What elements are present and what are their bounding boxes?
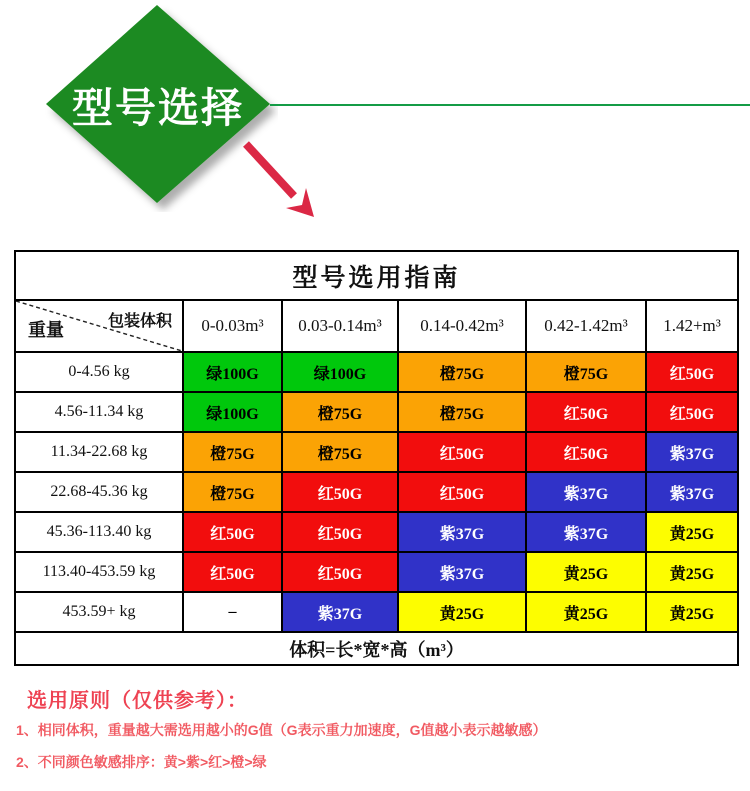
model-cell-red: 红50G xyxy=(282,512,398,552)
badge-label: 型号选择 xyxy=(72,84,244,131)
table-title: 型号选用指南 xyxy=(15,251,738,300)
model-cell-yellow: 黄25G xyxy=(646,552,738,592)
model-cell-green: 绿100G xyxy=(183,392,282,432)
model-cell-red: 红50G xyxy=(282,552,398,592)
weight-cell: 453.59+ kg xyxy=(15,592,183,632)
model-cell-green: 绿100G xyxy=(282,352,398,392)
model-cell-orange: 橙75G xyxy=(183,472,282,512)
model-cell-green: 绿100G xyxy=(183,352,282,392)
corner-cell xyxy=(15,300,183,352)
column-header-2: 0.14-0.42m³ xyxy=(398,300,526,352)
table-footer: 体积=长*宽*高（m³） xyxy=(15,632,738,665)
model-cell-red: 红50G xyxy=(398,432,526,472)
model-cell-orange: 橙75G xyxy=(282,392,398,432)
column-header-4: 1.42+m³ xyxy=(646,300,738,352)
table-row-2 xyxy=(15,432,738,472)
corner-label-weight: 重量 xyxy=(28,320,64,340)
model-cell-orange: 橙75G xyxy=(526,352,646,392)
model-cell-orange: 橙75G xyxy=(282,432,398,472)
model-cell-blue: 紫37G xyxy=(526,472,646,512)
model-cell-orange: 橙75G xyxy=(398,392,526,432)
model-cell-red: 红50G xyxy=(646,352,738,392)
model-cell-orange: 橙75G xyxy=(398,352,526,392)
column-header-3: 0.42-1.42m³ xyxy=(526,300,646,352)
model-cell-yellow: 黄25G xyxy=(646,512,738,552)
note-item-2: 2、不同颜色敏感排序：黄>紫>红>橙>绿 xyxy=(16,754,267,770)
weight-cell: 11.34-22.68 kg xyxy=(15,432,183,472)
weight-cell: 22.68-45.36 kg xyxy=(15,472,183,512)
note-item-1: 1、相同体积，重量越大需选用越小的G值（G表示重力加速度，G值越小表示越敏感） xyxy=(16,722,547,738)
table-title-row xyxy=(15,251,738,300)
model-cell-blue: 紫37G xyxy=(398,512,526,552)
model-cell-plain: – xyxy=(183,592,282,632)
table-row-0 xyxy=(15,352,738,392)
column-header-0: 0-0.03m³ xyxy=(183,300,282,352)
table-row-3 xyxy=(15,472,738,512)
table-row-1 xyxy=(15,392,738,432)
model-cell-yellow: 黄25G xyxy=(398,592,526,632)
table-header-row xyxy=(15,300,738,352)
model-cell-red: 红50G xyxy=(526,432,646,472)
table-row-4 xyxy=(15,512,738,552)
corner-label-volume: 包装体积 xyxy=(107,313,172,330)
table-row-5 xyxy=(15,552,738,592)
model-cell-red: 红50G xyxy=(526,392,646,432)
model-cell-blue: 紫37G xyxy=(398,552,526,592)
weight-cell: 0-4.56 kg xyxy=(15,352,183,392)
table-row-6 xyxy=(15,592,738,632)
model-cell-red: 红50G xyxy=(398,472,526,512)
weight-cell: 4.56-11.34 kg xyxy=(15,392,183,432)
model-cell-yellow: 黄25G xyxy=(526,592,646,632)
model-cell-yellow: 黄25G xyxy=(526,552,646,592)
column-header-1: 0.03-0.14m³ xyxy=(282,300,398,352)
model-cell-blue: 紫37G xyxy=(282,592,398,632)
model-cell-red: 红50G xyxy=(183,512,282,552)
table-footer-row xyxy=(15,632,738,665)
weight-cell: 113.40-453.59 kg xyxy=(15,552,183,592)
weight-cell: 45.36-113.40 kg xyxy=(15,512,183,552)
notes-heading: 选用原则（仅供参考）： xyxy=(27,690,248,712)
model-cell-blue: 紫37G xyxy=(646,432,738,472)
model-cell-red: 红50G xyxy=(646,392,738,432)
model-cell-orange: 橙75G xyxy=(183,432,282,472)
model-cell-red: 红50G xyxy=(183,552,282,592)
arrow-down-right-icon xyxy=(232,133,327,228)
selection-guide-table xyxy=(14,250,739,666)
connector-line xyxy=(270,104,750,106)
model-cell-yellow: 黄25G xyxy=(646,592,738,632)
model-cell-red: 红50G xyxy=(282,472,398,512)
model-cell-blue: 紫37G xyxy=(526,512,646,552)
model-cell-blue: 紫37G xyxy=(646,472,738,512)
